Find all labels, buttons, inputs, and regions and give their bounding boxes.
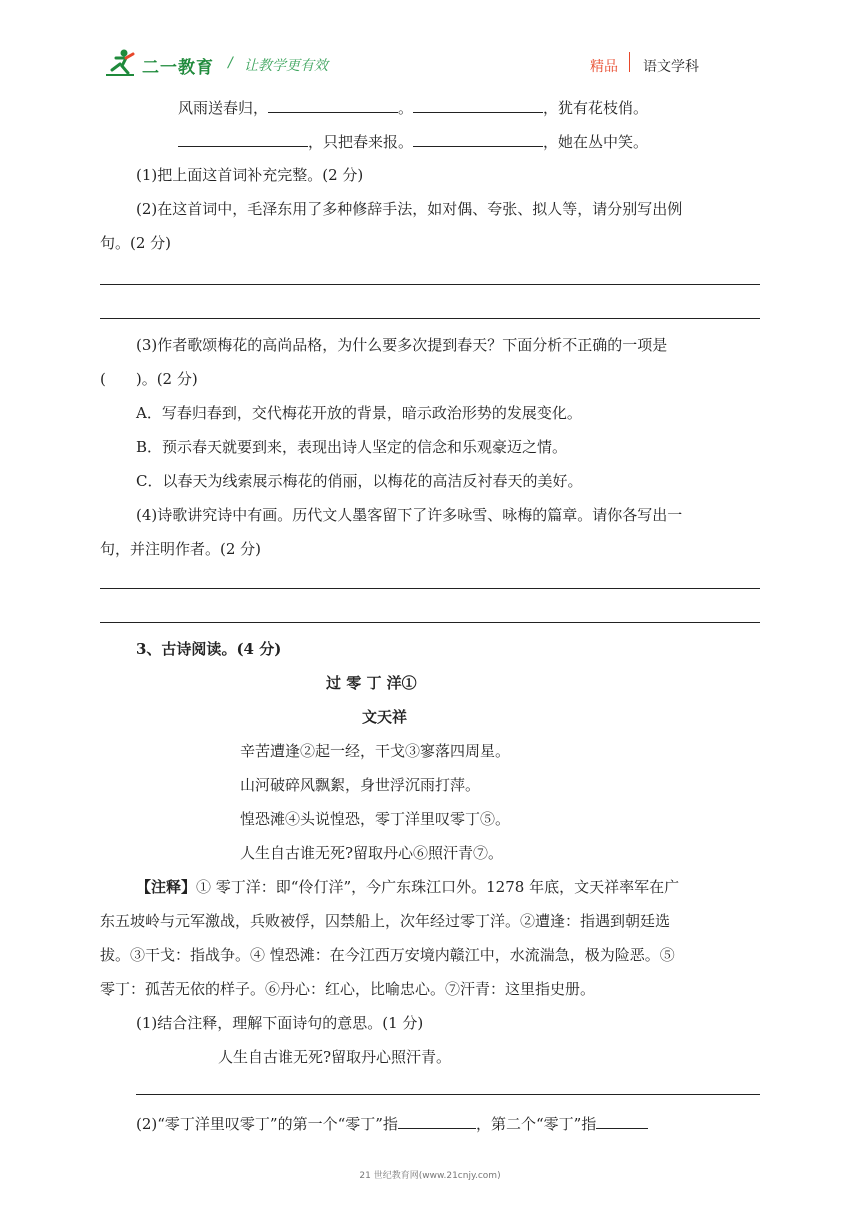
subject-tag: 语文学科 (643, 59, 699, 75)
brand-slogan: 让教学更有效 (244, 58, 328, 74)
fill-blank[interactable] (413, 96, 543, 113)
poem-fill-line-2 (178, 130, 648, 153)
answer-line[interactable] (136, 1094, 760, 1095)
question-2-line-1: (2)在这首词中，毛泽东用了多种修辞手法，如对偶、夸张、拟人等，请分别写出例 (136, 200, 683, 218)
fill-blank[interactable] (398, 1112, 476, 1129)
notes-text: ① 零丁洋：即“伶仃洋”，今广东珠江口外。1278 年底，文天祥率军在广 (196, 878, 680, 896)
poem-text: ，她在丛中笑。 (543, 133, 649, 151)
header-slash: / (228, 55, 233, 71)
question-text: ，第二个“零丁”指 (475, 1115, 597, 1133)
fill-blank[interactable] (413, 130, 543, 147)
question-4-line-2: 句，并注明作者。(2 分) (100, 540, 262, 558)
answer-line[interactable] (100, 284, 760, 285)
poem-fill-line-1 (178, 96, 648, 119)
question-3-line-2: ( )。(2 分) (100, 370, 198, 388)
poem-text: ，只把春来报。 (308, 133, 414, 151)
question-text: (2)“零丁洋里叹零丁”的第一个“零丁”指 (136, 1115, 398, 1133)
section-3-question-2 (136, 1112, 648, 1135)
question-2-line-2: 句。(2 分) (100, 234, 172, 252)
question-1: (1)把上面这首词补充完整。(2 分) (136, 166, 364, 184)
poem-line: 辛苦遭逢②起一经，干戈③寥落四周星。 (240, 742, 511, 760)
poem-title: 过 零 丁 洋① (326, 674, 417, 692)
notes-line-1 (136, 876, 679, 898)
answer-line[interactable] (100, 622, 760, 623)
poem-author: 文天祥 (362, 708, 408, 726)
runner-logo-icon (104, 48, 138, 78)
notes-line-2: 东五坡岭与元军激战，兵败被俘，囚禁船上，次年经过零丁洋。②遭逢：指遇到朝廷选 (100, 912, 671, 930)
poem-text: 风雨送春归， (178, 99, 269, 117)
page-footer: 21 世纪教育网(www.21cnjy.com) (359, 1171, 501, 1181)
answer-line[interactable] (100, 588, 760, 589)
notes-label: 【注释】 (136, 878, 197, 896)
poem-line: 人生自古谁无死?留取丹心⑥照汗青⑦。 (240, 844, 504, 862)
page-header (0, 0, 860, 80)
poem-line: 惶恐滩④头说惶恐，零丁洋里叹零丁⑤。 (240, 810, 511, 828)
section-3-heading: 3、古诗阅读。(4 分) (136, 640, 282, 658)
poem-text: ，犹有花枝俏。 (543, 99, 649, 117)
quality-tag: 精品 (590, 59, 618, 75)
fill-blank[interactable] (596, 1112, 648, 1129)
brand-name: 二一教育 (142, 58, 214, 78)
option-b: B．预示春天就要到来，表现出诗人坚定的信念和乐观豪迈之情。 (136, 438, 568, 456)
answer-line[interactable] (100, 318, 760, 319)
notes-line-3: 拔。③干戈：指战争。④ 惶恐滩：在今江西万安境内赣江中，水流湍急，极为险恶。⑤ (100, 946, 675, 964)
poem-line: 山河破碎风飘絮，身世浮沉雨打萍。 (240, 776, 481, 794)
option-a: A．写春归春到，交代梅花开放的背景，暗示政治形势的发展变化。 (136, 404, 582, 422)
header-divider (629, 52, 630, 72)
question-3-line-1: (3)作者歌颂梅花的高尚品格，为什么要多次提到春天？下面分析不正确的一项是 (136, 336, 668, 354)
poem-text: 。 (398, 99, 414, 117)
notes-line-4: 零丁：孤苦无依的样子。⑥丹心：红心，比喻忠心。⑦汗青：这里指史册。 (100, 980, 596, 998)
option-c: C．以春天为线索展示梅花的俏丽，以梅花的高洁反衬春天的美好。 (136, 472, 583, 490)
fill-blank[interactable] (178, 130, 308, 147)
question-4-line-1: (4)诗歌讲究诗中有画。历代文人墨客留下了许多咏雪、咏梅的篇章。请你各写出一 (136, 506, 683, 524)
section-3-question-1: (1)结合注释，理解下面诗句的意思。(1 分) (136, 1014, 424, 1032)
fill-blank[interactable] (268, 96, 398, 113)
quoted-verse: 人生自古谁无死?留取丹心照汗青。 (218, 1048, 452, 1066)
